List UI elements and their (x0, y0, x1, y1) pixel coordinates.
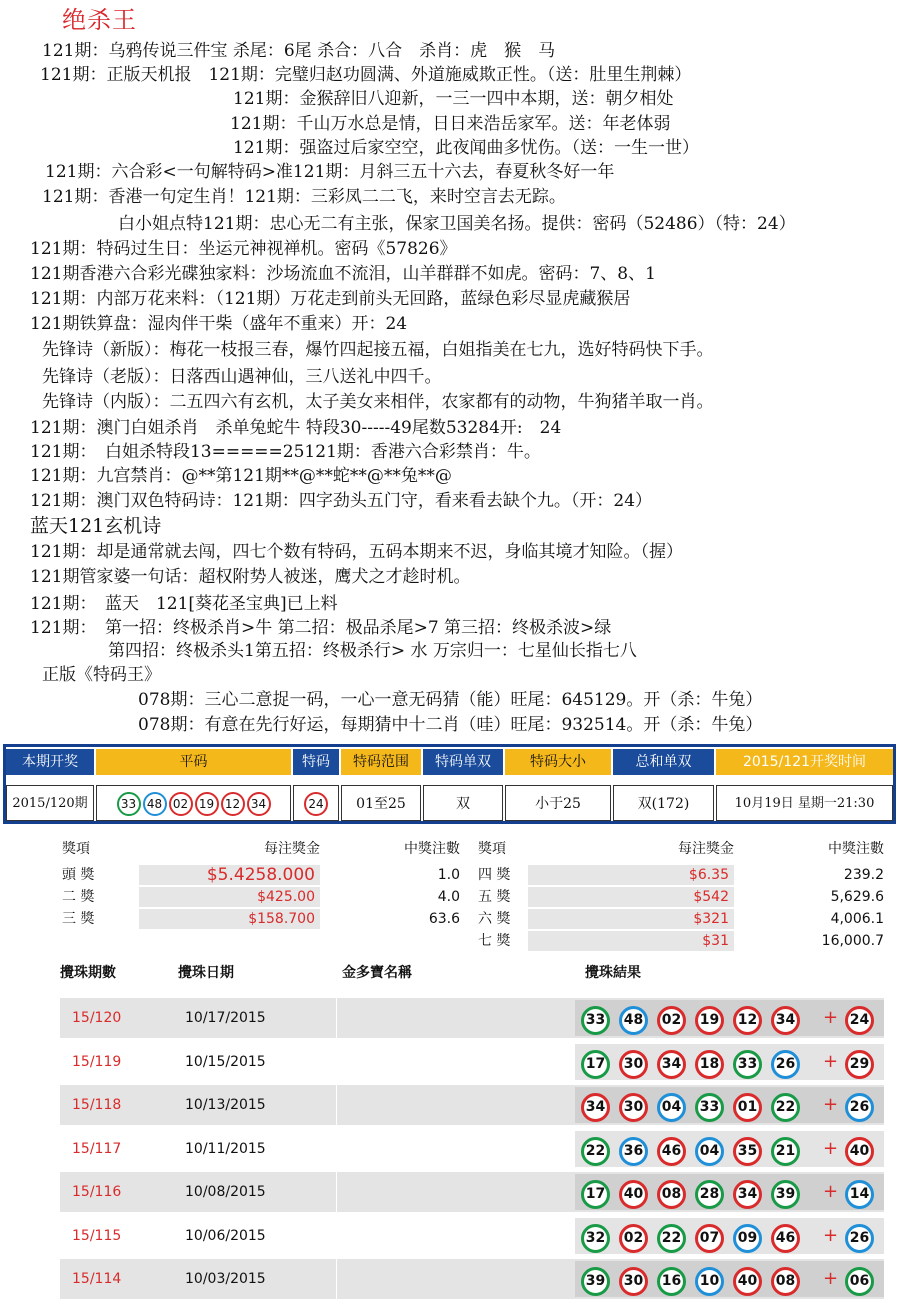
header-regular-numbers: 平码 (96, 749, 291, 775)
special-ball: 26 (845, 1224, 874, 1253)
lottery-ball: 02 (619, 1224, 648, 1253)
lottery-ball: 33 (581, 1006, 610, 1035)
prize-count: 4.0 (437, 889, 460, 905)
lottery-ball: 12 (221, 792, 245, 816)
plus-sign: + (823, 1268, 839, 1289)
lottery-ball: 10 (695, 1267, 724, 1296)
prize-name: 六 獎 (478, 911, 511, 927)
history-row (60, 1259, 884, 1299)
text-line: 121期：强盗过后家空空，此夜闻曲多忧伤。（送：一生一世） (233, 138, 699, 158)
history-result (575, 1131, 884, 1167)
lottery-ball: 04 (695, 1137, 724, 1166)
history-date: 10/08/2015 (185, 1184, 266, 1200)
lottery-ball: 16 (657, 1267, 686, 1296)
lottery-ball: 22 (771, 1093, 800, 1122)
sum-odd-even-value: 双(172) (613, 785, 714, 821)
text-line: 121期： 第一招：终极杀肖>牛 第二招：极品杀尾>7 第三招：终极杀波>绿 (30, 618, 612, 638)
lottery-ball: 34 (581, 1093, 610, 1122)
history-date: 10/06/2015 (185, 1227, 266, 1244)
history-date: 10/17/2015 (185, 1010, 266, 1026)
text-line: 121期：千山万水总是情，日日来浩岳家军。送：年老体弱 (230, 114, 671, 134)
prize-row (478, 864, 884, 886)
prize-amount: $6.35 (688, 867, 729, 883)
lottery-ball: 40 (733, 1267, 762, 1296)
history-header-result: 攪珠結果 (585, 965, 641, 981)
lottery-ball: 08 (771, 1267, 800, 1296)
lottery-ball: 46 (771, 1224, 800, 1253)
prize-amount: $425.00 (257, 889, 315, 905)
history-result (575, 1000, 884, 1036)
text-line: 121期： 蓝天 121[葵花圣宝典]已上料 (30, 594, 338, 614)
lottery-ball: 48 (619, 1006, 648, 1035)
lottery-ball: 02 (169, 792, 193, 816)
text-line: 121期：九宫禁肖：@**第121期**@**蛇**@**兔**@ (30, 466, 452, 486)
plus-sign: + (823, 1094, 839, 1115)
history-result (575, 1087, 884, 1123)
lottery-ball: 07 (695, 1224, 724, 1253)
lottery-ball: 19 (695, 1006, 724, 1035)
text-line: 121期：却是通常就去闯，四七个数有特码，五码本期来不迟，身临其境才知险。（握） (30, 542, 683, 562)
text-line: 121期铁算盘：湿肉伴干柴（盛年不重来）开：24 (30, 314, 408, 334)
prize-count: 63.6 (428, 911, 460, 927)
prize-header-amount: 每注獎金 (264, 841, 320, 857)
text-line: 121期香港六合彩光碟独家料：沙场流血不流泪，山羊群群不如虎。密码：7、8、1 (30, 264, 656, 284)
prize-count: 239.2 (843, 867, 884, 883)
history-date: 10/13/2015 (185, 1097, 266, 1113)
special-odd-even-value: 双 (423, 785, 503, 821)
prize-header-name: 獎項 (62, 841, 90, 857)
prize-count: 5,629.6 (830, 889, 884, 905)
plus-sign: + (823, 1050, 839, 1072)
lottery-ball: 46 (657, 1137, 686, 1166)
prize-row (478, 886, 884, 908)
history-header-issue: 攪珠期數 (60, 965, 116, 981)
regular-balls (96, 785, 291, 821)
special-ball: 06 (845, 1267, 874, 1296)
history-issue: 15/120 (72, 1010, 122, 1026)
prize-table-left (62, 838, 460, 938)
special-ball: 24 (304, 792, 328, 816)
prize-name: 五 獎 (478, 889, 511, 905)
history-row (60, 1129, 884, 1169)
special-ball: 26 (845, 1093, 874, 1122)
history-row (60, 998, 884, 1038)
lottery-ball: 39 (771, 1180, 800, 1209)
text-line: 078期：有意在先行好运，每期猜中十二肖（哇）旺尾：932514。开（杀：牛兔） (138, 715, 763, 735)
prize-amount: $5.4258.000 (206, 865, 315, 885)
lottery-ball: 34 (771, 1006, 800, 1035)
text-line: 121期：六合彩<一句解特码>准121期：月斜三五十六去，春夏秋冬好一年 (45, 162, 615, 182)
lottery-ball: 01 (733, 1093, 762, 1122)
prize-count: 16,000.7 (821, 933, 884, 949)
plus-sign: + (823, 1007, 839, 1028)
text-line: 第四招：终极杀头1第五招：终极杀行> 水 万宗归一：七星仙长指七八 (108, 641, 637, 661)
prize-name: 七 獎 (478, 933, 511, 949)
history-row (60, 1042, 884, 1082)
lottery-ball: 28 (695, 1180, 724, 1209)
lottery-ball: 33 (117, 792, 141, 816)
lottery-ball: 34 (733, 1180, 762, 1209)
prize-name: 四 獎 (478, 867, 511, 883)
text-line: 先锋诗（内版）：二五四六有玄机，太子美女来相伴，农家都有的动物，牛狗猪羊取一肖。 (42, 392, 714, 412)
prize-row (62, 864, 460, 886)
lottery-ball: 30 (619, 1050, 648, 1079)
header-special-size: 特码大小 (505, 749, 611, 775)
lottery-ball: 17 (581, 1180, 610, 1209)
text-line: 121期： 白姐杀特段13=====25121期：香港六合彩禁肖：牛。 (30, 442, 541, 462)
history-row (60, 1172, 884, 1212)
header-sum-odd-even: 总和单双 (613, 749, 714, 775)
header-special-number: 特码 (293, 749, 339, 775)
text-line: 121期：特码过生日：坐运元神视禅机。密码《57826》 (30, 239, 457, 259)
special-ball: 14 (845, 1180, 874, 1209)
text-line: 121期：正版天机报 121期：完璧归赵功圆满、外道施威欺正性。（送：肚里生荆棘） (40, 65, 692, 85)
current-issue: 2015/120期 (6, 785, 94, 821)
lottery-ball: 17 (581, 1050, 610, 1079)
text-line: 078期：三心二意捉一码，一心一意无码猜（能）旺尾：645129。开（杀：牛兔） (138, 690, 763, 710)
header-next-draw-time: 2015/121开奖时间 (716, 749, 893, 775)
plus-sign: + (823, 1181, 839, 1202)
prize-count: 1.0 (437, 867, 460, 883)
lottery-ball: 21 (771, 1137, 800, 1166)
text-line: 白小姐点特121期：忠心无二有主张，保家卫国美名扬。提供：密码（52486）（特：24） (118, 214, 796, 234)
prize-name: 二 獎 (62, 889, 95, 905)
lottery-ball: 34 (247, 792, 271, 816)
lottery-ball: 30 (619, 1267, 648, 1296)
lottery-ball: 22 (581, 1137, 610, 1166)
prize-amount: $31 (702, 933, 729, 949)
text-line: 121期：内部万花来料：（121期）万花走到前头无回路，蓝绿色彩尽显虎藏猴居 (30, 289, 631, 309)
history-result (575, 1218, 884, 1254)
text-line: 121期：金猴辞旧八迎新，一三一四中本期，送：朝夕相处 (233, 89, 674, 109)
lottery-ball: 35 (733, 1137, 762, 1166)
prize-row (62, 908, 460, 930)
lottery-ball: 09 (733, 1224, 762, 1253)
lottery-ball: 30 (619, 1093, 648, 1122)
history-header-date: 攪珠日期 (178, 965, 234, 981)
lottery-ball: 22 (657, 1224, 686, 1253)
header-special-odd-even: 特码单双 (423, 749, 503, 775)
prize-row (478, 930, 884, 952)
history-issue: 15/117 (72, 1140, 122, 1157)
prize-row (62, 886, 460, 908)
page-title: 绝杀王 (62, 6, 137, 34)
special-range-value: 01至25 (341, 785, 421, 821)
plus-sign: + (823, 1137, 839, 1159)
text-line: 正版《特码王》 (42, 665, 161, 685)
special-ball: 40 (845, 1137, 874, 1166)
history-issue: 15/116 (72, 1184, 122, 1200)
lottery-ball: 04 (657, 1093, 686, 1122)
lottery-ball: 08 (657, 1180, 686, 1209)
prize-table-right (478, 838, 884, 958)
header-current-draw: 本期开奖 (6, 749, 94, 775)
lottery-ball: 32 (581, 1224, 610, 1253)
prize-name: 頭 獎 (62, 867, 95, 883)
history-date: 10/15/2015 (185, 1053, 266, 1070)
history-header-name: 金多寶名稱 (342, 965, 412, 981)
lottery-ball: 40 (619, 1180, 648, 1209)
lottery-ball: 48 (143, 792, 167, 816)
prize-header-amount: 每注獎金 (678, 841, 734, 857)
next-draw-time-value: 10月19日 星期一21:30 (716, 785, 893, 821)
lottery-ball: 26 (771, 1050, 800, 1079)
lottery-ball: 34 (657, 1050, 686, 1079)
special-ball: 24 (845, 1006, 874, 1035)
prize-header-count: 中獎注數 (828, 841, 884, 857)
text-line: 先锋诗（新版）：梅花一枝报三春，爆竹四起接五福，白姐指美在七九，选好特码快下手。 (42, 340, 714, 360)
text-line: 先锋诗（老版）：日落西山遇神仙，三八送礼中四千。 (42, 367, 442, 387)
header-special-range: 特码范围 (341, 749, 421, 775)
history-issue: 15/114 (72, 1271, 122, 1287)
special-ball: 29 (845, 1050, 874, 1079)
lottery-ball: 33 (695, 1093, 724, 1122)
history-row (60, 1085, 884, 1125)
lottery-ball: 18 (695, 1050, 724, 1079)
history-issue: 15/119 (72, 1053, 122, 1070)
history-date: 10/11/2015 (185, 1140, 266, 1157)
prize-name: 三 獎 (62, 911, 95, 927)
lottery-ball: 39 (581, 1267, 610, 1296)
text-line: 蓝天121玄机诗 (30, 515, 162, 537)
lottery-ball: 33 (733, 1050, 762, 1079)
lottery-ball: 36 (619, 1137, 648, 1166)
history-row (60, 1216, 884, 1256)
lottery-ball: 19 (195, 792, 219, 816)
history-issue: 15/118 (72, 1097, 122, 1113)
history-date: 10/03/2015 (185, 1271, 266, 1287)
text-line: 121期：澳门双色特码诗：121期：四字劲头五门守，看来看去缺个九。（开：24） (30, 491, 653, 511)
lottery-ball: 02 (657, 1006, 686, 1035)
prize-amount: $542 (693, 889, 729, 905)
history-result (575, 1174, 884, 1210)
special-size-value: 小于25 (505, 785, 611, 821)
lottery-ball: 12 (733, 1006, 762, 1035)
plus-sign: + (823, 1224, 839, 1246)
prize-row (478, 908, 884, 930)
prize-amount: $158.700 (248, 911, 315, 927)
prize-header-name: 獎項 (478, 841, 506, 857)
history-issue: 15/115 (72, 1227, 122, 1244)
special-ball-cell (293, 785, 339, 821)
draw-info-table (3, 744, 896, 824)
text-line: 121期：澳门白姐杀肖 杀单兔蛇牛 特段30-----49尾数53284开: 24 (30, 418, 562, 438)
prize-count: 4,006.1 (830, 911, 884, 927)
prize-header-count: 中獎注數 (404, 841, 460, 857)
prize-amount: $321 (693, 911, 729, 927)
text-line: 121期：乌鸦传说三件宝 杀尾：6尾 杀合：八合 杀肖：虎 猴 马 (42, 41, 556, 61)
history-result (575, 1044, 884, 1080)
text-line: 121期：香港一句定生肖！121期：三彩凤二二飞，来时空言去无踪。 (42, 187, 566, 207)
text-line: 121期管家婆一句话：超权附势人被迷，鹰犬之才趁时机。 (30, 567, 471, 587)
